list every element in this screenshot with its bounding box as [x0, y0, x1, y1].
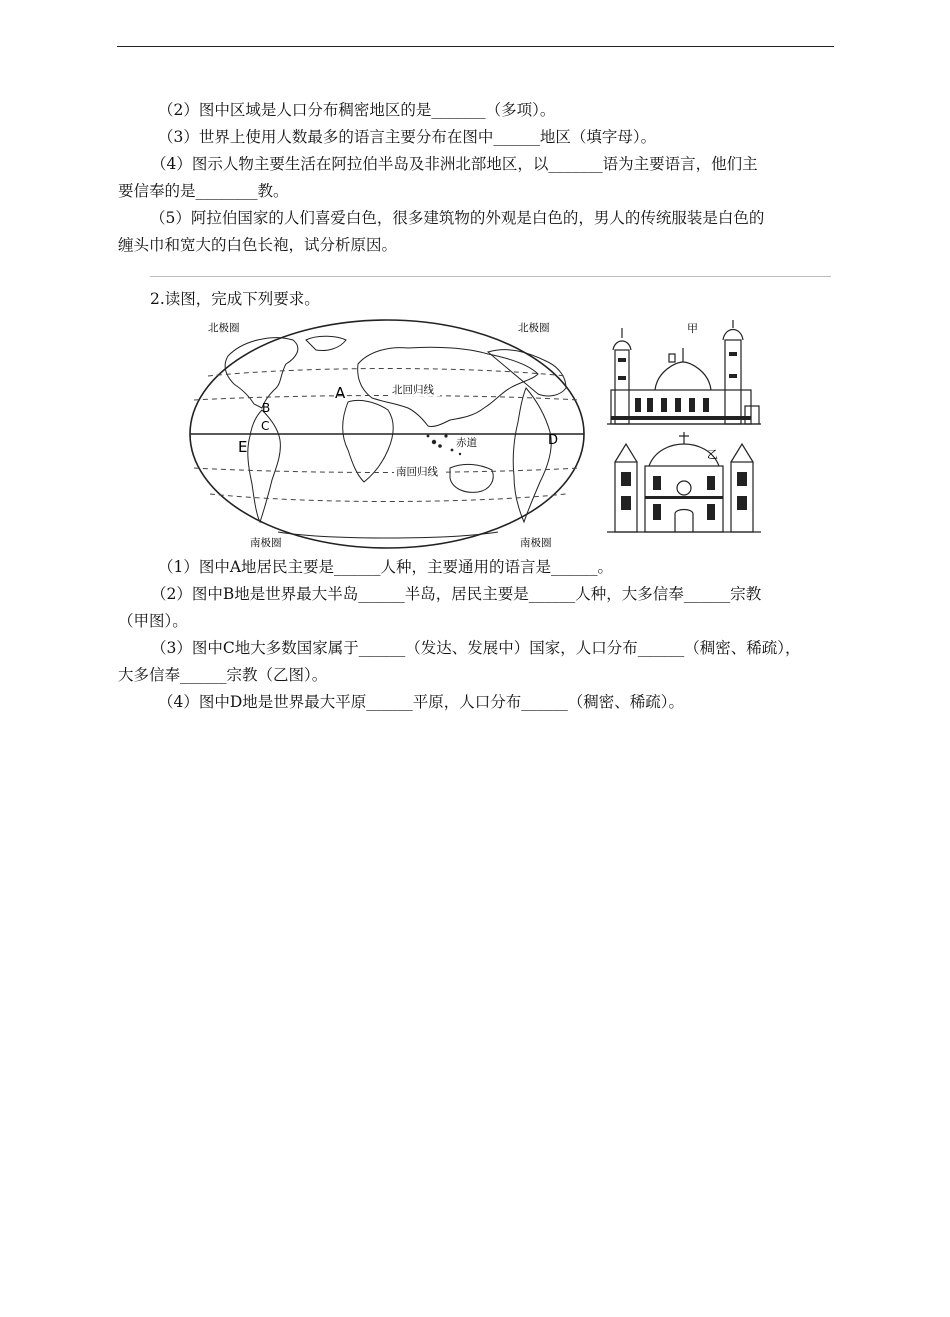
q1-part4-line1: （4）图示人物主要生活在阿拉伯半岛及非洲北部地区，以_______语为主要语言，他们主 — [151, 155, 758, 173]
world-map — [188, 318, 586, 550]
tropic-cancer-label: 北回归线 — [392, 384, 434, 396]
church-illustration — [605, 432, 763, 534]
tropic-capricorn-label: 南回归线 — [396, 466, 438, 478]
jia-label: 甲 — [687, 322, 698, 335]
arctic-right-label: 北极圈 — [518, 322, 550, 334]
q2-title: 2.读图，完成下列要求。 — [150, 290, 320, 308]
q1-part2: （2）图中区域是人口分布稠密地区的是_______（多项）。 — [158, 101, 556, 119]
q2-part2-line2: （甲图）。 — [118, 612, 188, 630]
q2-part2-line1: （2）图中B地是世界最大半岛______半岛，居民主要是______人种，大多信奉______宗教 — [151, 585, 762, 603]
mosque-illustration — [605, 318, 763, 428]
section-divider — [150, 276, 831, 277]
q1-part3: （3）世界上使用人数最多的语言主要分布在图中______地区（填字母）。 — [158, 128, 657, 146]
q2-part3-line2: 大多信奉______宗教（乙图）。 — [118, 666, 328, 684]
label-b: B — [262, 401, 271, 415]
label-d: D — [548, 433, 559, 448]
q2-part3-line1: （3）图中C地大多数国家属于______（发达、发展中）国家，人口分布______（稠密、稀疏）， — [151, 639, 801, 657]
q2-part4: （4）图中D地是世界最大平原______平原，人口分布______（稠密、稀疏）。 — [158, 693, 685, 711]
label-e: E — [238, 438, 248, 456]
yi-label: 乙 — [707, 448, 718, 461]
label-a: A — [335, 384, 346, 402]
antarctic-left-label: 南极圈 — [250, 537, 282, 549]
q1-part5-line2: 缠头巾和宽大的白色长袍，试分析原因。 — [118, 236, 398, 254]
label-c: C — [261, 419, 270, 433]
q2-part1: （1）图中A地居民主要是______人种，主要通用的语言是______。 — [158, 558, 614, 576]
equator-label: 赤道 — [456, 437, 477, 449]
antarctic-right-label: 南极圈 — [520, 537, 552, 549]
arctic-left-label: 北极圈 — [208, 322, 240, 334]
header-rule — [117, 46, 834, 47]
q1-part4-line2: 要信奉的是________教。 — [118, 182, 289, 200]
q1-part5-line1: （5）阿拉伯国家的人们喜爱白色，很多建筑物的外观是白色的，男人的传统服装是白色的 — [150, 209, 765, 227]
